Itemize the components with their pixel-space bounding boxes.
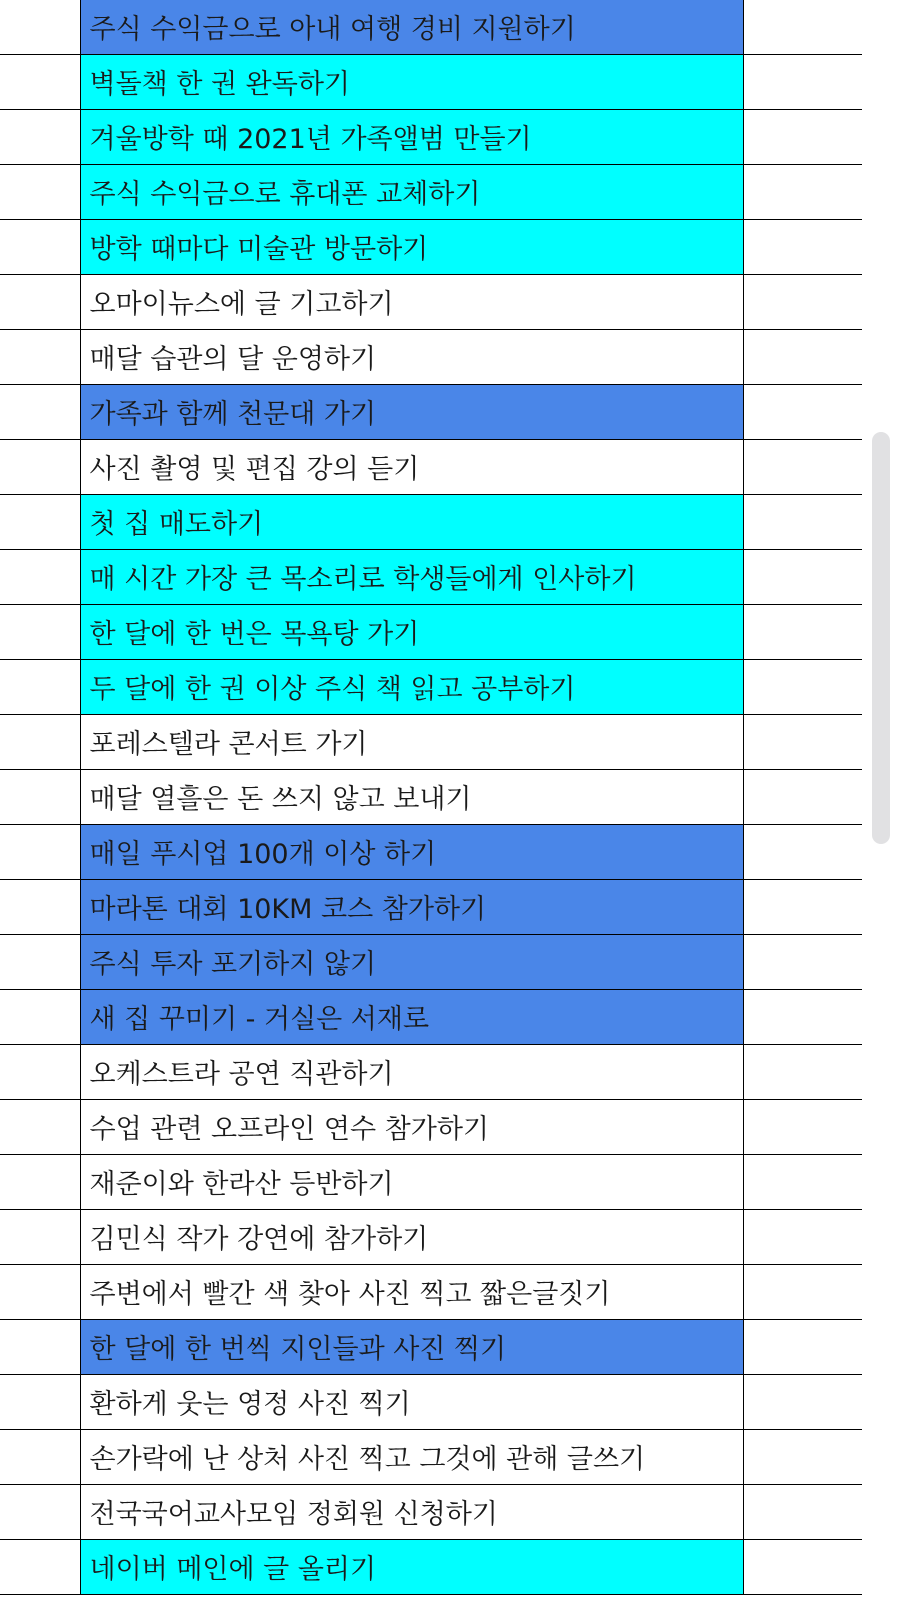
left-cell[interactable] — [0, 0, 80, 54]
table-row — [0, 1154, 862, 1209]
table-row — [0, 219, 862, 274]
table-row — [0, 1484, 862, 1539]
left-cell[interactable] — [0, 769, 80, 824]
left-cell[interactable] — [0, 989, 80, 1044]
left-cell[interactable] — [0, 879, 80, 934]
goal-cell[interactable]: 전국국어교사모임 정회원 신청하기 — [80, 1484, 743, 1539]
right-cell[interactable] — [743, 219, 862, 274]
table-row — [0, 164, 862, 219]
right-cell[interactable] — [743, 329, 862, 384]
table-row — [0, 1429, 862, 1484]
right-cell[interactable] — [743, 439, 862, 494]
left-cell[interactable] — [0, 1484, 80, 1539]
right-cell[interactable] — [743, 384, 862, 439]
table-row — [0, 274, 862, 329]
right-cell[interactable] — [743, 934, 862, 989]
table-row — [0, 1209, 862, 1264]
right-cell[interactable] — [743, 274, 862, 329]
table-row — [0, 1099, 862, 1154]
right-cell[interactable] — [743, 714, 862, 769]
right-cell[interactable] — [743, 1209, 862, 1264]
goal-cell[interactable]: 새 집 꾸미기 - 거실은 서재로 — [80, 989, 743, 1044]
right-cell[interactable] — [743, 0, 862, 54]
goal-cell[interactable]: 매달 열흘은 돈 쓰지 않고 보내기 — [80, 769, 743, 824]
goal-cell[interactable]: 손가락에 난 상처 사진 찍고 그것에 관해 글쓰기 — [80, 1429, 743, 1484]
table-row — [0, 1539, 862, 1594]
left-cell[interactable] — [0, 439, 80, 494]
goal-cell[interactable]: 가족과 함께 천문대 가기 — [80, 384, 743, 439]
left-cell[interactable] — [0, 1374, 80, 1429]
left-cell[interactable] — [0, 1264, 80, 1319]
right-cell[interactable] — [743, 659, 862, 714]
right-cell[interactable] — [743, 769, 862, 824]
table-row — [0, 1374, 862, 1429]
goal-cell[interactable]: 한 달에 한 번씩 지인들과 사진 찍기 — [80, 1319, 743, 1374]
left-cell[interactable] — [0, 1539, 80, 1594]
right-cell[interactable] — [743, 549, 862, 604]
goal-cell[interactable]: 방학 때마다 미술관 방문하기 — [80, 219, 743, 274]
right-cell[interactable] — [743, 54, 862, 109]
left-cell[interactable] — [0, 329, 80, 384]
goal-cell[interactable]: 포레스텔라 콘서트 가기 — [80, 714, 743, 769]
left-cell[interactable] — [0, 1429, 80, 1484]
table-row — [0, 1044, 862, 1099]
goal-cell[interactable]: 김민식 작가 강연에 참가하기 — [80, 1209, 743, 1264]
goal-cell[interactable]: 오마이뉴스에 글 기고하기 — [80, 274, 743, 329]
table-row — [0, 439, 862, 494]
left-cell[interactable] — [0, 219, 80, 274]
left-cell[interactable] — [0, 274, 80, 329]
goal-cell[interactable]: 주식 투자 포기하지 않기 — [80, 934, 743, 989]
table-row — [0, 384, 862, 439]
left-cell[interactable] — [0, 549, 80, 604]
table-row — [0, 989, 862, 1044]
table-row — [0, 879, 862, 934]
right-cell[interactable] — [743, 164, 862, 219]
table-row — [0, 54, 862, 109]
right-cell[interactable] — [743, 494, 862, 549]
right-cell[interactable] — [743, 879, 862, 934]
table-row — [0, 494, 862, 549]
table-row — [0, 549, 862, 604]
right-cell[interactable] — [743, 1484, 862, 1539]
right-cell[interactable] — [743, 1099, 862, 1154]
goal-cell[interactable]: 두 달에 한 권 이상 주식 책 읽고 공부하기 — [80, 659, 743, 714]
right-cell[interactable] — [743, 989, 862, 1044]
goal-cell[interactable]: 한 달에 한 번은 목욕탕 가기 — [80, 604, 743, 659]
goal-cell[interactable]: 재준이와 한라산 등반하기 — [80, 1154, 743, 1209]
goal-cell[interactable]: 매일 푸시업 100개 이상 하기 — [80, 824, 743, 879]
right-cell[interactable] — [743, 1539, 862, 1594]
goal-cell[interactable]: 환하게 웃는 영정 사진 찍기 — [80, 1374, 743, 1429]
left-cell[interactable] — [0, 1099, 80, 1154]
left-cell[interactable] — [0, 164, 80, 219]
left-cell[interactable] — [0, 714, 80, 769]
table-row — [0, 659, 862, 714]
left-cell[interactable] — [0, 1044, 80, 1099]
goal-cell[interactable]: 수업 관련 오프라인 연수 참가하기 — [80, 1099, 743, 1154]
table-row — [0, 769, 862, 824]
left-cell[interactable] — [0, 109, 80, 164]
goal-cell[interactable]: 매달 습관의 달 운영하기 — [80, 329, 743, 384]
table-row — [0, 604, 862, 659]
right-cell[interactable] — [743, 1374, 862, 1429]
table-row — [0, 329, 862, 384]
right-cell[interactable] — [743, 1264, 862, 1319]
right-cell[interactable] — [743, 824, 862, 879]
right-cell[interactable] — [743, 1044, 862, 1099]
table-row — [0, 0, 862, 54]
right-cell[interactable] — [743, 109, 862, 164]
right-cell[interactable] — [743, 1429, 862, 1484]
left-cell[interactable] — [0, 54, 80, 109]
left-cell[interactable] — [0, 824, 80, 879]
goal-cell[interactable]: 첫 집 매도하기 — [80, 494, 743, 549]
table-row — [0, 824, 862, 879]
right-cell[interactable] — [743, 604, 862, 659]
goal-cell[interactable]: 매 시간 가장 큰 목소리로 학생들에게 인사하기 — [80, 549, 743, 604]
table-row — [0, 1264, 862, 1319]
goal-cell[interactable]: 네이버 메인에 글 올리기 — [80, 1539, 743, 1594]
left-cell[interactable] — [0, 1154, 80, 1209]
table-row — [0, 714, 862, 769]
scrollbar-thumb[interactable] — [872, 432, 890, 844]
goal-cell[interactable]: 마라톤 대회 10KM 코스 참가하기 — [80, 879, 743, 934]
goal-cell[interactable]: 주식 수익금으로 휴대폰 교체하기 — [80, 164, 743, 219]
left-cell[interactable] — [0, 1209, 80, 1264]
goal-cell[interactable]: 벽돌책 한 권 완독하기 — [80, 54, 743, 109]
left-cell[interactable] — [0, 604, 80, 659]
left-cell[interactable] — [0, 934, 80, 989]
left-cell[interactable] — [0, 494, 80, 549]
right-cell[interactable] — [743, 1319, 862, 1374]
left-cell[interactable] — [0, 384, 80, 439]
left-cell[interactable] — [0, 1319, 80, 1374]
table-row — [0, 1319, 862, 1374]
right-cell[interactable] — [743, 1154, 862, 1209]
goal-cell[interactable]: 주식 수익금으로 아내 여행 경비 지원하기 — [80, 0, 743, 54]
table-row — [0, 109, 862, 164]
left-cell[interactable] — [0, 659, 80, 714]
table-row — [0, 934, 862, 989]
goal-cell[interactable]: 겨울방학 때 2021년 가족앨범 만들기 — [80, 109, 743, 164]
goal-cell[interactable]: 사진 촬영 및 편집 강의 듣기 — [80, 439, 743, 494]
goal-cell[interactable]: 주변에서 빨간 색 찾아 사진 찍고 짧은글짓기 — [80, 1264, 743, 1319]
goal-cell[interactable]: 오케스트라 공연 직관하기 — [80, 1044, 743, 1099]
